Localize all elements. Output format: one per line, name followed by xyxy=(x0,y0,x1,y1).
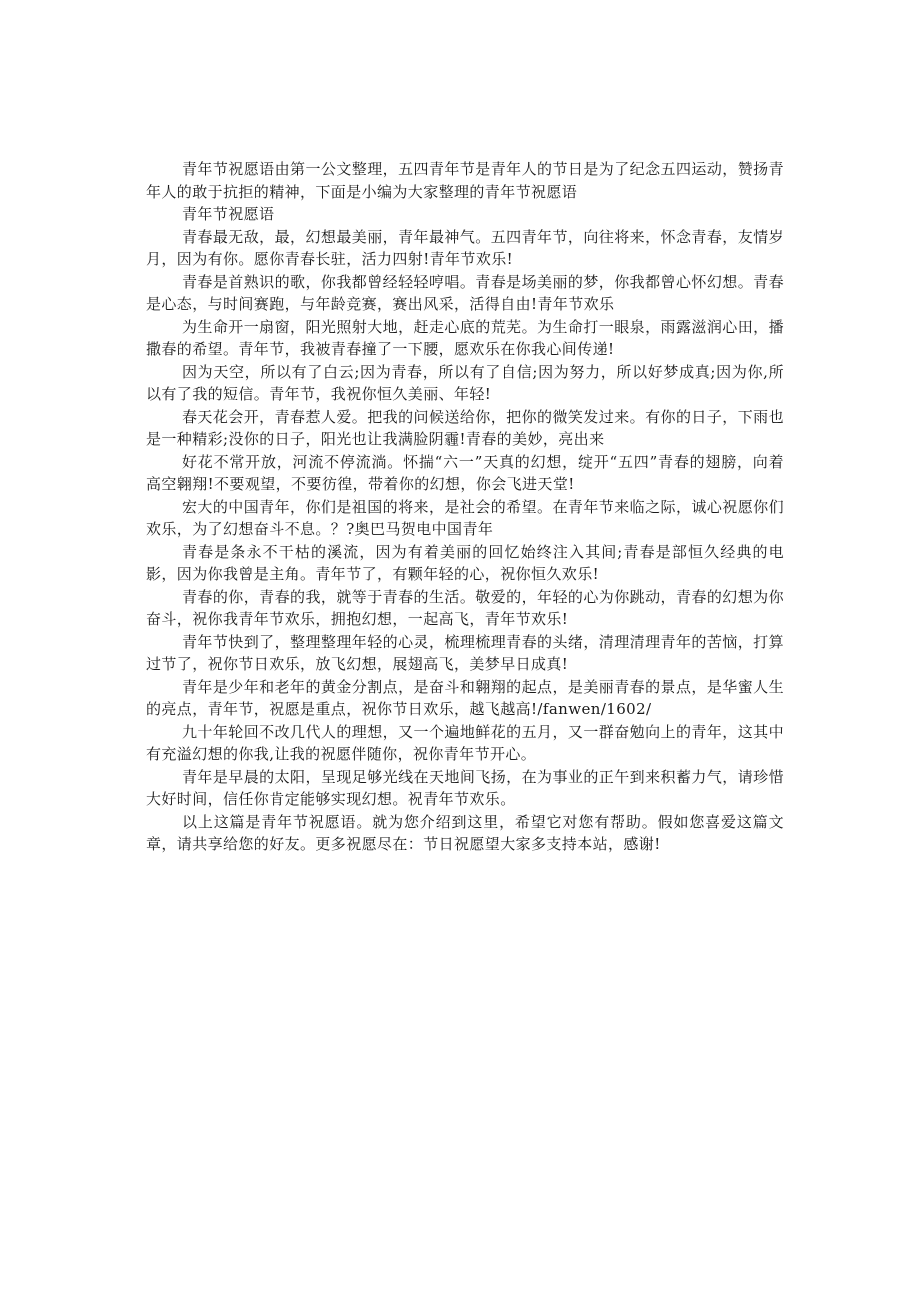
closing-paragraph: 以上这篇是青年节祝愿语。就为您介绍到这里，希望它对您有帮助。假如您喜爱这篇文章，请共享给您的好友。更多祝愿尽在：节日祝愿望大家多支持本站，感谢! xyxy=(146,812,784,853)
blessing-paragraph: 青春最无敌，最，幻想最美丽，青年最神气。五四青年节，向往将来，怀念青春，友情岁月，因为有你。愿你青春长驻，活力四射!青年节欢乐! xyxy=(146,227,784,268)
blessing-paragraph: 青春是条永不干枯的溪流，因为有着美丽的回忆始终注入其间;青春是部恒久经典的电影，因为你我曾是主角。青年节了，有颗年轻的心，祝你恒久欢乐! xyxy=(146,542,784,583)
blessing-paragraph: 为生命开一扇窗，阳光照射大地，赶走心底的荒芜。为生命打一眼泉，雨露滋润心田，播撒春的希望。青年节，我被青春撞了一下腰，愿欢乐在你我心间传递! xyxy=(146,317,784,358)
blessing-paragraph: 青年是早晨的太阳，呈现足够光线在天地间飞扬，在为事业的正午到来积蓄力气，请珍惜大好时间，信任你肯定能够实现幻想。祝青年节欢乐。 xyxy=(146,767,784,808)
blessing-paragraph: 九十年轮回不改几代人的理想，又一个遍地鲜花的五月，又一群奋勉向上的青年，这其中有充溢幻想的你我,让我的祝愿伴随你，祝你青年节开心。 xyxy=(146,722,784,763)
blessing-paragraph: 因为天空，所以有了白云;因为青春，所以有了自信;因为努力，所以好梦成真;因为你,所以有了我的短信。青年节，我祝你恒久美丽、年轻! xyxy=(146,362,784,403)
blessing-paragraph: 宏大的中国青年，你们是祖国的将来，是社会的希望。在青年节来临之际，诚心祝愿你们欢乐，为了幻想奋斗不息。？?奥巴马贺电中国青年 xyxy=(146,497,784,538)
blessing-paragraph: 青年是少年和老年的黄金分割点，是奋斗和翱翔的起点，是美丽青春的景点，是华蜜人生的亮点，青年节，祝愿是重点，祝你节日欢乐，越飞越高!/fanwen/1602/ xyxy=(146,677,784,718)
section-heading: 青年节祝愿语 xyxy=(182,205,275,223)
blessing-paragraph: 青春的你，青春的我，就等于青春的生活。敬爱的，年轻的心为你跳动，青春的幻想为你奋斗，祝你我青年节欢乐，拥抱幻想，一起高飞，青年节欢乐! xyxy=(146,587,784,628)
blessing-paragraph: 好花不常开放，河流不停流淌。怀揣“六一”天真的幻想，绽开“五四”青春的翅膀，向着高空翱翔!不要观望，不要彷徨，带着你的幻想，你会飞进天堂! xyxy=(146,452,784,493)
intro-paragraph: 青年节祝愿语由第一公文整理，五四青年节是青年人的节日是为了纪念五四运动，赞扬青年人的敢于抗拒的精神，下面是小编为大家整理的青年节祝愿语 xyxy=(146,160,784,201)
blessing-paragraph: 青年节快到了，整理整理年轻的心灵，梳理梳理青春的头绪，清理清理青年的苦恼，打算过节了，祝你节日欢乐，放飞幻想，展翅高飞，美梦早日成真! xyxy=(146,632,784,673)
document-body xyxy=(146,158,784,856)
blessing-paragraph: 春天花会开，青春惹人爱。把我的问候送给你，把你的微笑发过来。有你的日子，下雨也是一种精彩;没你的日子，阳光也让我满脸阴霾!青春的美妙，亮出来 xyxy=(146,407,784,448)
blessing-paragraph: 青春是首熟识的歌，你我都曾经轻轻哼唱。青春是场美丽的梦，你我都曾心怀幻想。青春是心态，与时间赛跑，与年龄竞赛，赛出风采，活得自由!青年节欢乐 xyxy=(146,272,784,313)
